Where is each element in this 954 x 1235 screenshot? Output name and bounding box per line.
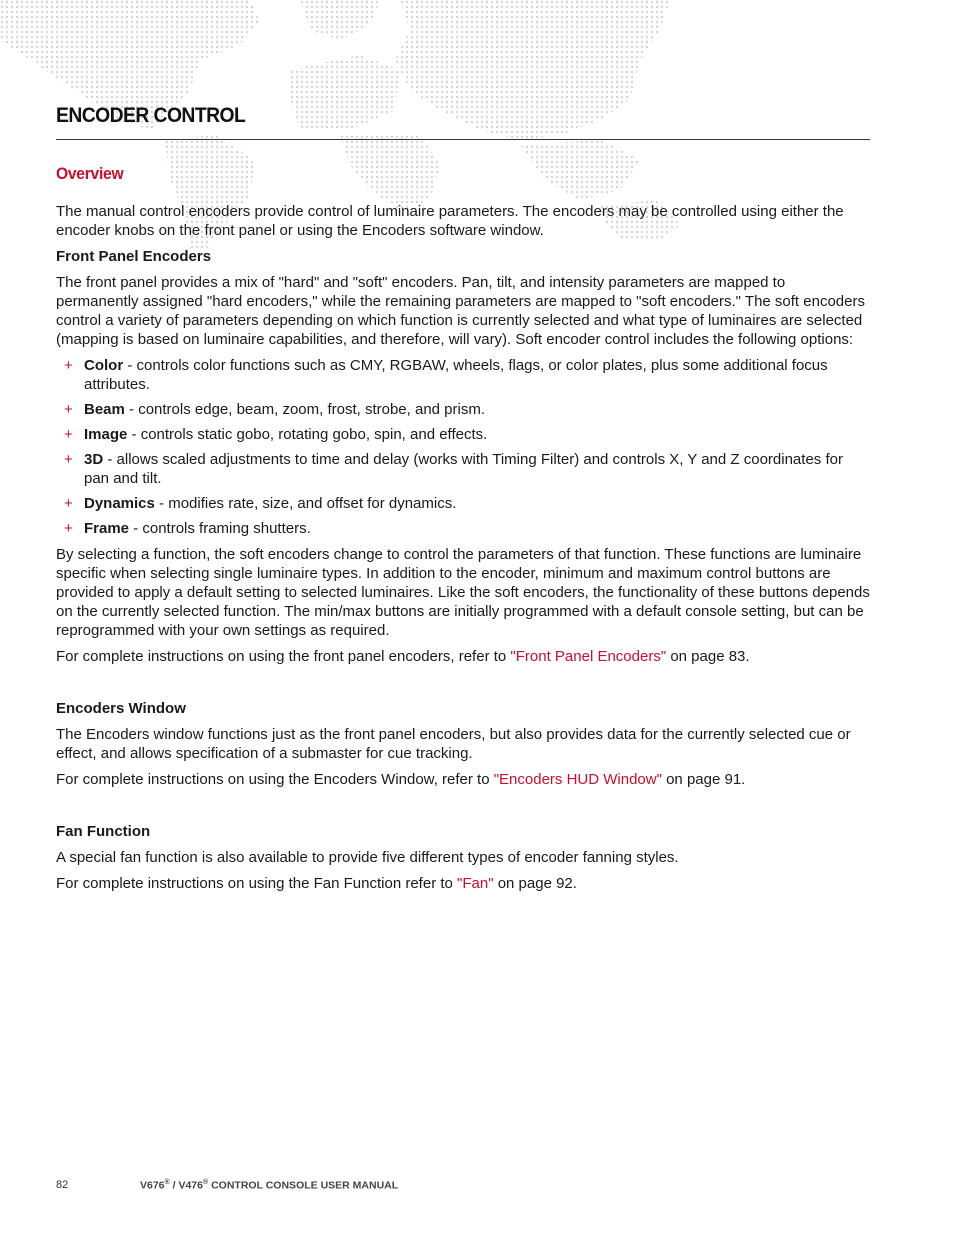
- body-text: [56, 202, 870, 900]
- plus-bullet-icon: +: [64, 401, 73, 418]
- map-greenland: [300, 0, 380, 40]
- title-divider: [56, 139, 870, 140]
- reference-page: on page 83.: [666, 648, 750, 665]
- model-separator: /: [169, 1179, 179, 1192]
- front-panel-reference: [56, 647, 870, 666]
- list-item: [56, 425, 870, 444]
- list-item: [56, 494, 870, 513]
- section-spacer: [56, 673, 870, 699]
- plus-bullet-icon: +: [64, 495, 73, 512]
- list-item-term: Beam: [84, 401, 125, 418]
- list-item-desc: - controls framing shutters.: [129, 520, 311, 537]
- front-panel-heading: Front Panel Encoders: [56, 248, 212, 265]
- plus-bullet-icon: +: [64, 451, 73, 468]
- manual-name: CONTROL CONSOLE USER MANUAL: [208, 1179, 399, 1192]
- list-item-desc: - controls static gobo, rotating gobo, spin, and effects.: [127, 426, 488, 443]
- page-number: 82: [56, 1179, 69, 1191]
- map-europe-asia: [395, 0, 670, 140]
- manual-title: [140, 1179, 398, 1192]
- reference-text: For complete instructions on using the Encoders Window, refer to: [56, 771, 494, 788]
- registered-mark: ®: [203, 1179, 209, 1186]
- map-europe-west: [290, 55, 400, 130]
- list-item: [56, 400, 870, 419]
- list-item-desc: - modifies rate, size, and offset for dynamics.: [154, 495, 457, 512]
- registered-mark: ®: [164, 1179, 170, 1186]
- list-item-desc: - controls edge, beam, zoom, frost, strobe, and prism.: [124, 401, 486, 418]
- model-b: V476: [178, 1179, 203, 1192]
- list-item-term: Dynamics: [84, 495, 155, 512]
- front-panel-paragraph: The front panel provides a mix of "hard" and "soft" encoders. Pan, tilt, and intensity parameters are mapped to permanently assigned "hard encoders," while the remaining parameters are mapped to "soft encoders." The soft encoders control a variety of parameters depending on which function is currently selected and what type of luminaires are selected (mapping is based on luminaire capabilities, and therefore, will vary). Soft encoder control includes the following options:: [56, 274, 865, 348]
- plus-bullet-icon: +: [64, 357, 73, 374]
- list-item-term: Frame: [84, 520, 130, 537]
- map-asia-south: [520, 140, 640, 200]
- front-panel-encoders-link[interactable]: "Front Panel Encoders": [510, 648, 667, 665]
- encoders-window-reference: [56, 770, 870, 789]
- reference-page: on page 91.: [661, 771, 746, 788]
- list-item-desc: - allows scaled adjustments to time and delay (works with Timing Filter) and controls X, Y and Z coordinates for pan and tilt.: [84, 451, 843, 487]
- encoders-window-paragraph: The Encoders window functions just as the front panel encoders, but also provides data for the currently selected cue or effect, and allows specification of a submaster for cue tracking.: [56, 726, 851, 762]
- list-item-term: Color: [84, 357, 124, 374]
- reference-text: For complete instructions on using the Fan Function refer to: [56, 875, 458, 892]
- list-item-desc: - controls color functions such as CMY, RGBAW, wheels, flags, or color plates, plus some additional focus attributes.: [84, 357, 828, 393]
- reference-text: For complete instructions on using the front panel encoders, refer to: [56, 648, 511, 665]
- fan-function-heading: Fan Function: [56, 823, 151, 840]
- section-subtitle: Overview: [56, 164, 124, 183]
- encoder-options-list: [56, 356, 870, 538]
- list-item-term: Image: [84, 426, 128, 443]
- list-item: [56, 356, 870, 394]
- intro-paragraph: The manual control encoders provide control of luminaire parameters. The encoders may be controlled using either the encoder knobs on the front panel or using the Encoders software window.: [56, 203, 844, 239]
- reference-page: on page 92.: [493, 875, 577, 892]
- encoders-window-heading: Encoders Window: [56, 700, 186, 717]
- model-a: V676: [140, 1179, 165, 1192]
- plus-bullet-icon: +: [64, 520, 73, 537]
- plus-bullet-icon: +: [64, 426, 73, 443]
- fan-link[interactable]: "Fan": [457, 875, 494, 892]
- page-title: ENCODER CONTROL: [56, 104, 246, 127]
- list-item: [56, 519, 870, 538]
- fan-function-reference: [56, 874, 870, 893]
- encoders-hud-window-link[interactable]: "Encoders HUD Window": [493, 771, 662, 788]
- functions-paragraph: By selecting a function, the soft encoders change to control the parameters of that function. These functions are luminaire specific when selecting single luminaire types. In addition to the encoder, minimum and maximum control buttons are provided to apply a default setting to selected luminaires. Like the soft encoders, the functionality of these buttons depends on the currently selected function. The min/max buttons are initially programmed with a default console setting, but can be reprogrammed with your own settings as required.: [56, 546, 870, 639]
- list-item-term: 3D: [84, 451, 104, 468]
- map-africa: [340, 135, 440, 210]
- fan-function-paragraph: A special fan function is also available to provide five different types of encoder fanning styles.: [56, 849, 679, 866]
- list-item: [56, 450, 870, 488]
- section-spacer: [56, 796, 870, 822]
